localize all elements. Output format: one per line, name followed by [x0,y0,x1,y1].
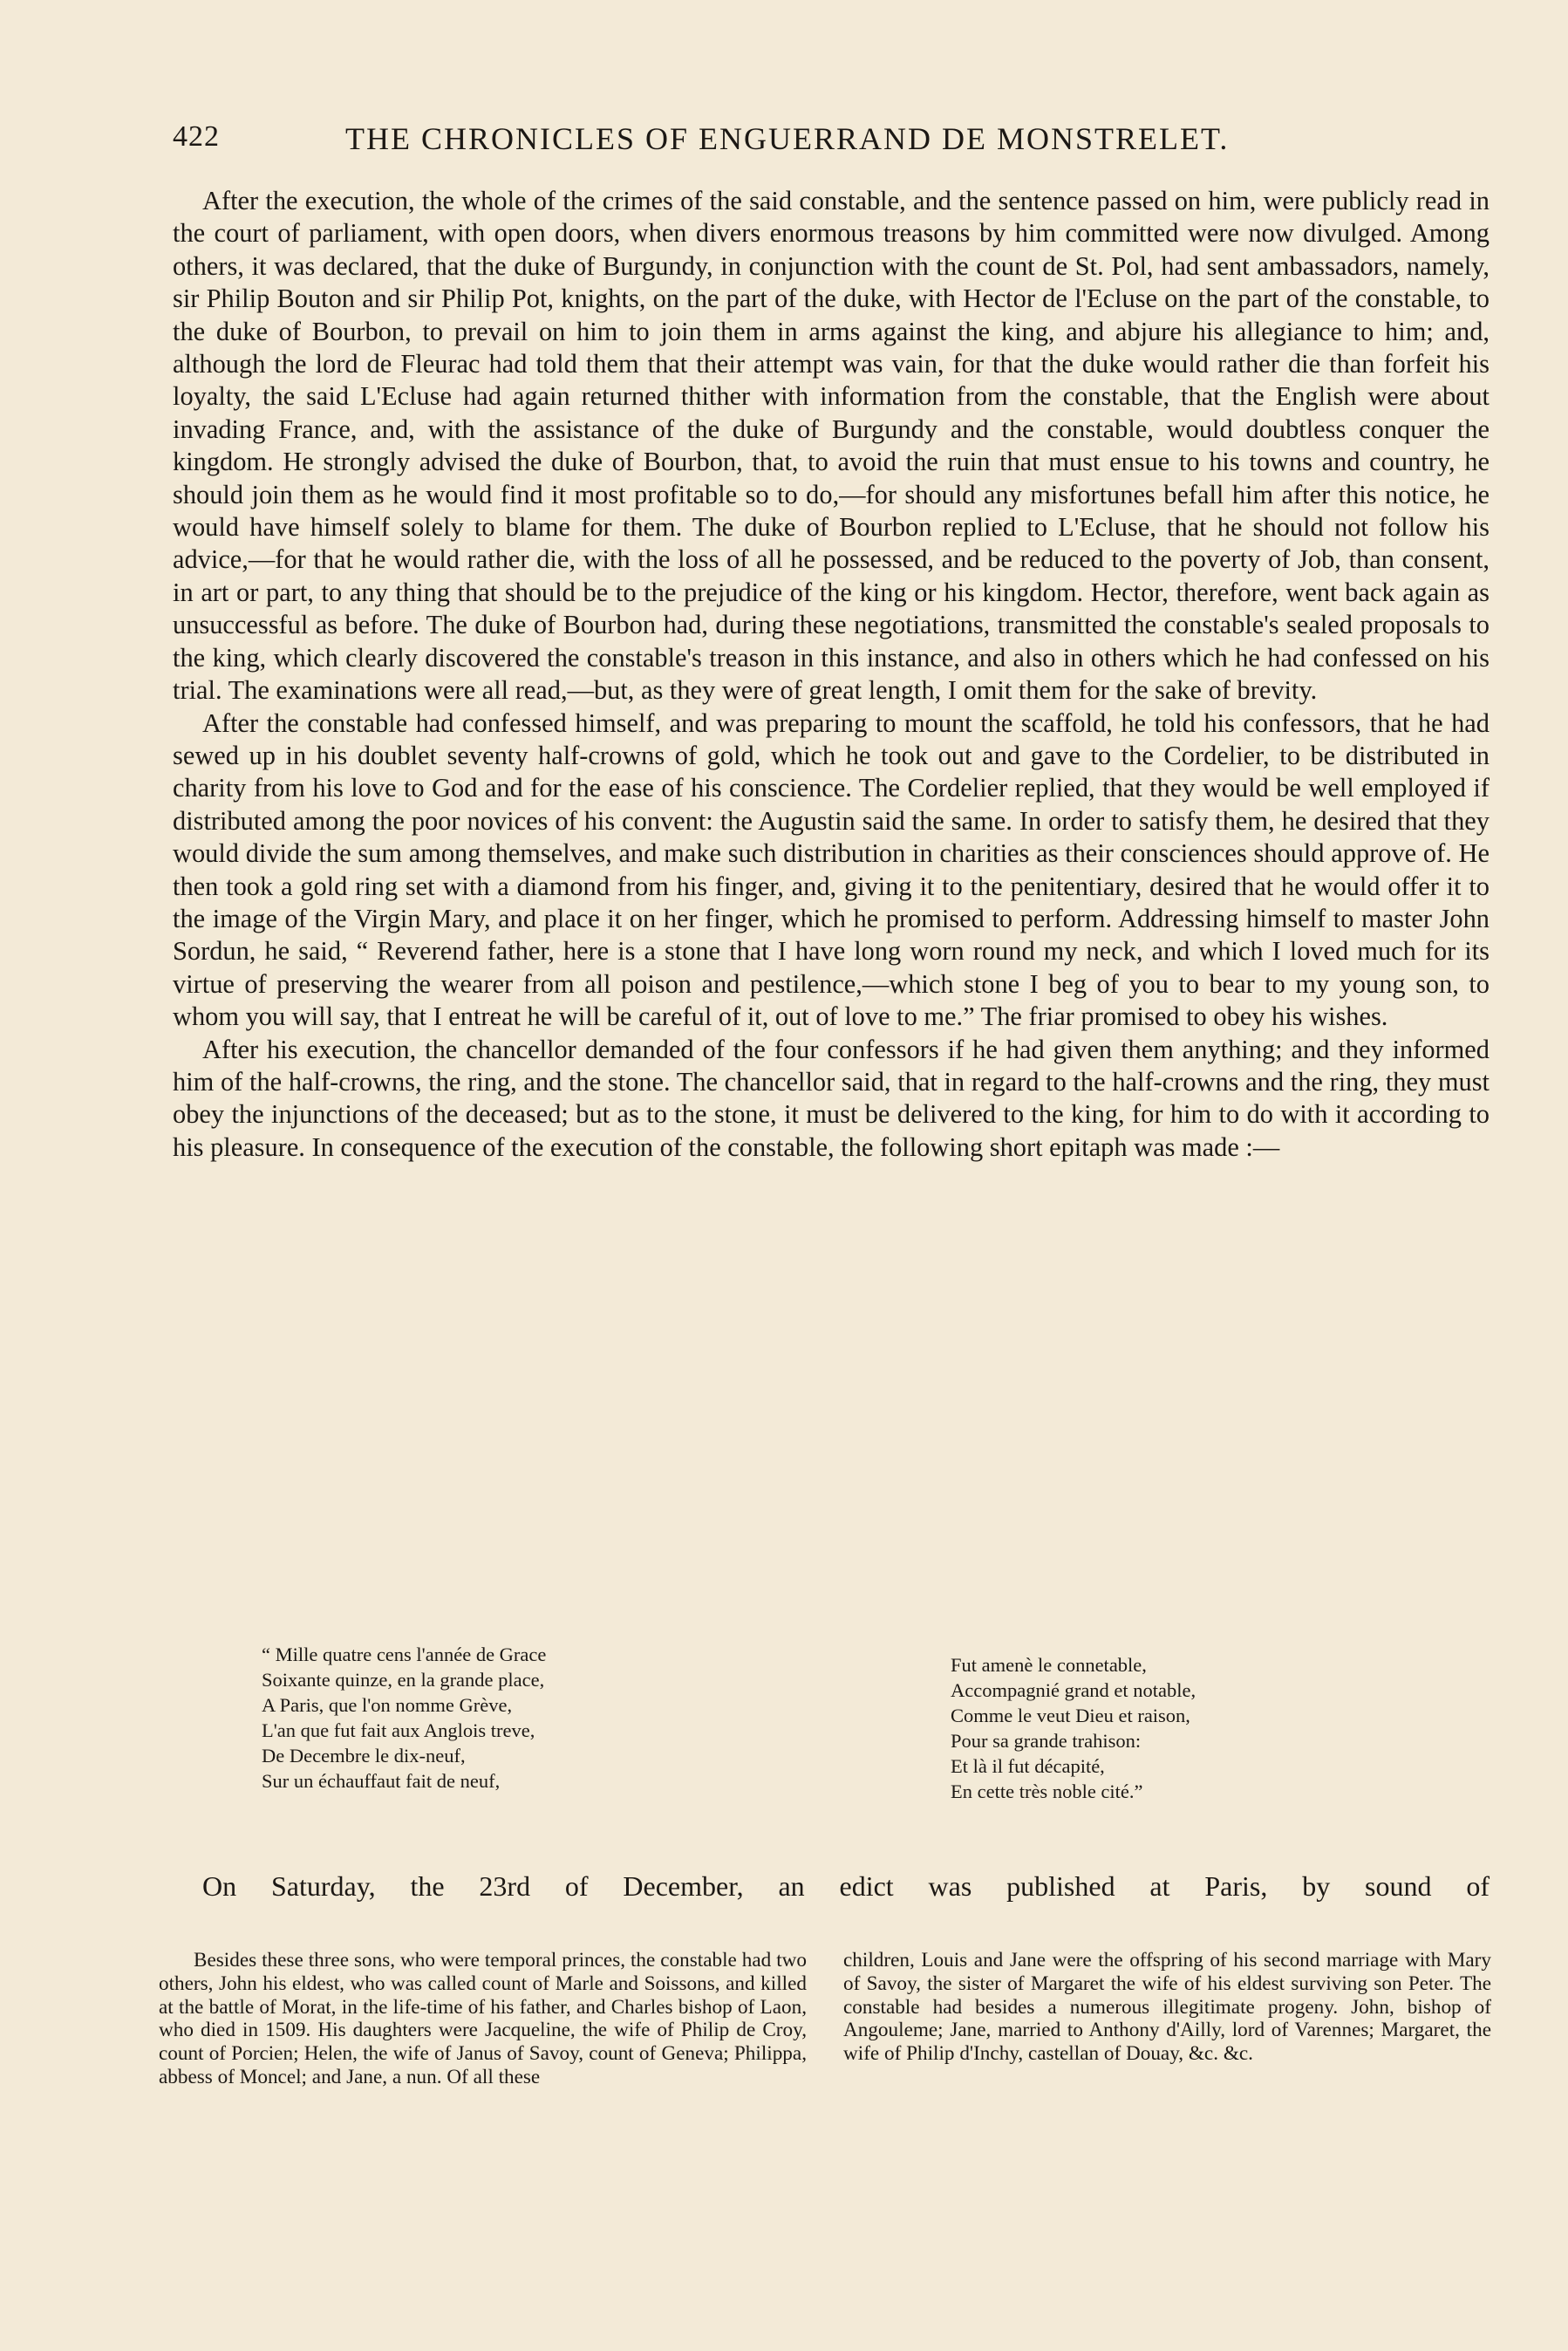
paragraph-execution-crimes: After the execution, the whole of the crimes of the said constable, and the sentence passed on him, were publicly read in the court of parliament, with open doors, when divers enormous treasons by him committed were now divulged. Among others, it was declared, that the duke of Burgundy, in conjunction with the count de St. Pol, had sent ambassadors, namely, sir Philip Bouton and sir Philip Pot, knights, on the part of the duke, with Hector de l'Ecluse on the part of the constable, to the duke of Bourbon, to prevail on him to join them in arms against the king, and abjure his allegiance to him; and, although the lord de Fleurac had told them that their attempt was vain, for that the duke would rather die than forfeit his loyalty, the said L'Ecluse had again returned thither with information from the constable, that the English were about invading France, and, with the assistance of the duke of Burgundy and the constable, would doubtless conquer the kingdom. He strongly advised the duke of Bourbon, that, to avoid the ruin that must ensue to his towns and country, he should join them as he would find it most profitable so to do,—for should any misfortunes befall him after this notice, he would have himself solely to blame for them. The duke of Bourbon replied to L'Ecluse, that he should not follow his advice,—for that he would rather die, with the loss of all he possessed, and be reduced to the poverty of Job, than consent, in art or part, to any thing that should be to the prejudice of the king or his kingdom. Hector, therefore, went back again as unsuccessful as before. The duke of Bourbon had, during these negotiations, transmitted the constable's sealed proposals to the king, which clearly discovered the constable's treason in this instance, and also in others which he had confessed on his trial. The examinations were all read,—but, as they were of great length, I omit them for the sake of brevity. [173,186,1490,706]
running-title: THE CHRONICLES OF ENGUERRAND DE MONSTRELET. [345,121,1230,156]
paragraph-confession: After the constable had confessed himself, and was preparing to mount the scaffold, he told his confessors, that he had sewed up in his doublet seventy half-crowns of gold, which he took out and gave to the Cordelier, to be distributed in charity from his love to God and for the ease of his conscience. The Cordelier replied, that they would be well employed if distributed among the poor novices of his convent: the Augustin said the same. In order to satisfy them, he desired that they would divide the sum among themselves, and make such distribution in charities as their consciences should approve of. He then took a gold ring set with a diamond from his finger, and, giving it to the penitentiary, desired that he would offer it to the image of the Virgin Mary, and place it on her finger, which he promised to perform. Addressing himself to master John Sordun, he said, “ Reverend father, here is a stone that I have long worn round my neck, and which I loved much for its virtue of preserving the wearer from all poison and pestilence,—which stone I beg of you to bear to my young son, to whom you will say, that I entreat he will be careful of it, out of love to me.” The friar promised to obey his wishes. [173,707,1490,1032]
epitaph-line: Pour sa grande trahison: [951,1730,1142,1752]
paragraph-chancellor: After his execution, the chancellor demanded of the four confessors if he had given them anything; and they informed him of the half-crowns, the ring, and the stone. The chancellor said, that in regard to the half-crowns and the ring, they must obey the injunctions of the deceased; but as to the stone, it must be delivered to the king, for him to do with it according to his pleasure. In consequence of the execution of the constable, the following short epitaph was made :— [173,1034,1490,1162]
page-header [173,120,1490,162]
main-text [173,185,1490,1164]
epitaph-line: Et là il fut décapité, [951,1755,1105,1777]
footnote-left-column: Besides these three sons, who were temporal princes, the constable had two others, John his eldest, who was called count of Marle and Soissons, and killed at the battle of Morat, in the life-time of his father, and Charles bishop of Laon, who died in 1509. His daughters were Jacqueline, the wife of Philip de Croy, count of Porcien; Helen, the wife of Janus of Savoy, count of Geneva; Philippa, abbess of Moncel; and Jane, a nun. Of all these [159,1949,807,2088]
epitaph-line: De Decembre le dix-neuf, [262,1745,466,1767]
epitaph-line: Fut amenè le connetable, [951,1654,1147,1676]
footnote [159,1949,1490,2315]
epitaph-line: L'an que fut fait aux Anglois treve, [262,1719,535,1741]
epitaph-line: Comme le veut Dieu et raison, [951,1705,1190,1726]
epitaph-line: “ Mille quatre cens l'année de Grace [262,1644,547,1665]
epitaph-line: Accompagnié grand et notable, [951,1679,1196,1701]
epitaph-right-column [951,1652,1196,1804]
epitaph-line: A Paris, que l'on nomme Grève, [262,1694,513,1716]
epitaph-left-column [262,1642,546,1794]
footnote-right-column: children, Louis and Jane were the offspring of his second marriage with Mary of Savoy, the sister of Margaret the wife of his eldest surviving son Peter. The constable had besides a numerous illegitimate progeny. John, bishop of Angouleme; Jane, married to Anthony d'Ailly, lord of Varennes; Margaret, the wife of Philip d'Inchy, castellan of Douay, &c. &c. [843,1949,1491,2066]
epitaph-verse [262,1642,1352,1825]
epitaph-line: Soixante quinze, en la grande place, [262,1669,545,1691]
page-number: 422 [173,120,220,153]
epitaph-line: En cette très noble cité.” [951,1780,1143,1802]
epitaph-line: Sur un échauffaut fait de neuf, [262,1770,501,1792]
continuation-line: On Saturday, the 23rd of December, an edict was published at Paris, by sound of [202,1870,1490,1902]
